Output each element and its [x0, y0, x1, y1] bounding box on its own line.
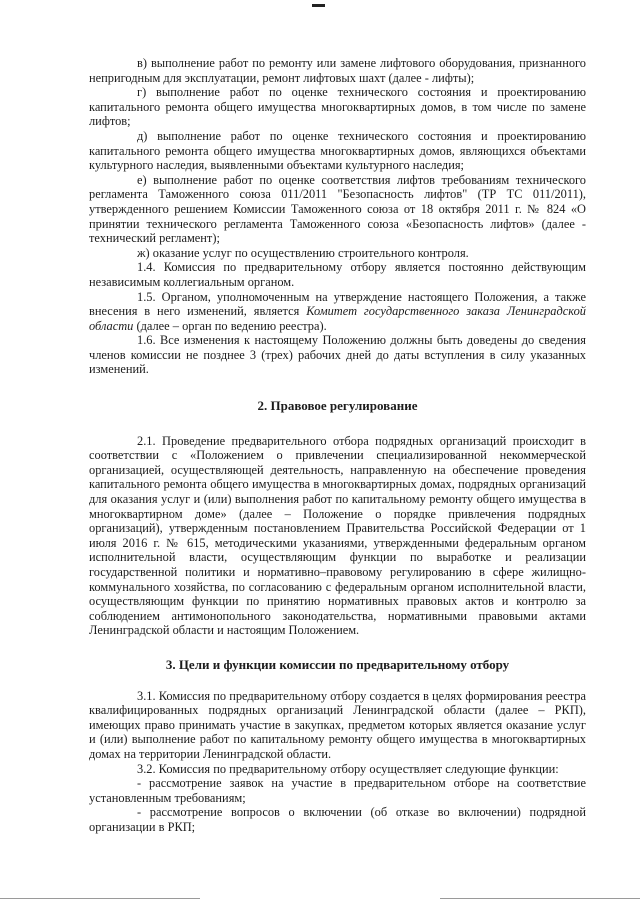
function-item: - рассмотрение заявок на участие в предварительном отборе на соответствие установленным требованиям;	[89, 776, 586, 805]
paragraph-item-d: д) выполнение работ по оценке технического состояния и проектированию капитального ремонта общего имущества многоквартирных домов, являющихся объектами культурного наследия, выявленными объектами культурного наследия;	[89, 128, 586, 173]
paragraph-1-6: 1.6. Все изменения к настоящему Положению должны быть доведены до сведения членов комиссии не позднее 3 (трех) рабочих дней до даты вступления в силу указанных изменений.	[89, 333, 586, 377]
page-top-mark	[312, 4, 325, 7]
paragraph-1-5-tail: (далее – орган по ведению реестра).	[133, 318, 327, 333]
document-page	[89, 56, 586, 835]
paragraph-1-5-text: 1.5. Органом, уполномоченным на утверждение настоящего Положения, а также внесения в него изменений, является	[89, 289, 586, 319]
paragraph-item-v: в) выполнение работ по ремонту или замене лифтового оборудования, признанного непригодным для эксплуатации, ремонт лифтовых шахт (далее - лифты);	[89, 56, 586, 85]
section-3-title: 3. Цели и функции комиссии по предварительному отбору	[165, 656, 510, 672]
committee-name: Комитет государственного заказа Ленинградской области	[89, 304, 586, 333]
paragraph-3-1: 3.1. Комиссия по предварительному отбору создается в целях формирования реестра квалифицированных подрядных организаций Ленинградской области (далее – РКП), имеющих право принимать участие в закупках, предметом которых является оказание услуг и (или) выполнение работ по капитальному ремонту общего имущества в многоквартирных домах на территории Ленинградской области.	[89, 688, 586, 761]
paragraph-item-g: г) выполнение работ по оценке технического состояния и проектированию капитального ремонта общего имущества многоквартирных домов, в том числе по замене лифтов;	[89, 85, 586, 129]
paragraph-2-1: 2.1. Проведение предварительного отбора подрядных организаций происходит в соответствии с «Положением о привлечении специализированной некоммерческой организацией, осуществляющей деятельность, направленную на обеспечение проведения капитального ремонта общего имущества в многоквартирных домах, подрядных организаций для оказания услуг и (или) выполнения работ по капитальному ремонту общего имущества в многоквартирном доме» (далее – Положение о порядке привлечения подрядных организаций), утвержденным постановлением Правительства Российской Федерации от 1 июля 2016 г. № 615, методическими указаниями, утвержденными федеральным органом исполнительной власти, осуществляющим функции по выработке и реализации государственной политики и нормативно–правовому регулированию в сфере жилищно-коммунального хозяйства, по согласованию с федеральным органом исполнительной власти, осуществляющим функции по принятию нормативных правовых актов и контролю за соблюдением антимонопольного законодательства, нормативными правовыми актами Ленинградской области и настоящим Положением.	[89, 433, 586, 638]
bottom-scan-line	[440, 898, 640, 899]
paragraph-1-5	[89, 290, 586, 334]
paragraph-item-e: е) выполнение работ по оценке соответствия лифтов требованиям технического регламента Таможенного союза 011/2011 "Безопасность лифтов" (ТР ТС 011/2011), утвержденного решением Комиссии Таможенного союза от 18 октября 2011 г. № 824 «О принятии технического регламента Таможенного союза «Безопасность лифтов» (далее - технический регламент);	[89, 172, 586, 246]
bottom-scan-line	[0, 898, 200, 899]
paragraph-1-4: 1.4. Комиссия по предварительному отбору является постоянно действующим независимым коллегиальным органом.	[89, 260, 586, 289]
section-2-title: 2. Правовое регулирование	[257, 398, 418, 414]
paragraph-item-zh: ж) оказание услуг по осуществлению строительного контроля.	[137, 245, 469, 260]
paragraph-3-2: 3.2. Комиссия по предварительному отбору осуществляет следующие функции:	[137, 761, 559, 776]
function-item: - рассмотрение вопросов о включении (об отказе во включении) подрядной организации в РКП;	[89, 805, 586, 834]
